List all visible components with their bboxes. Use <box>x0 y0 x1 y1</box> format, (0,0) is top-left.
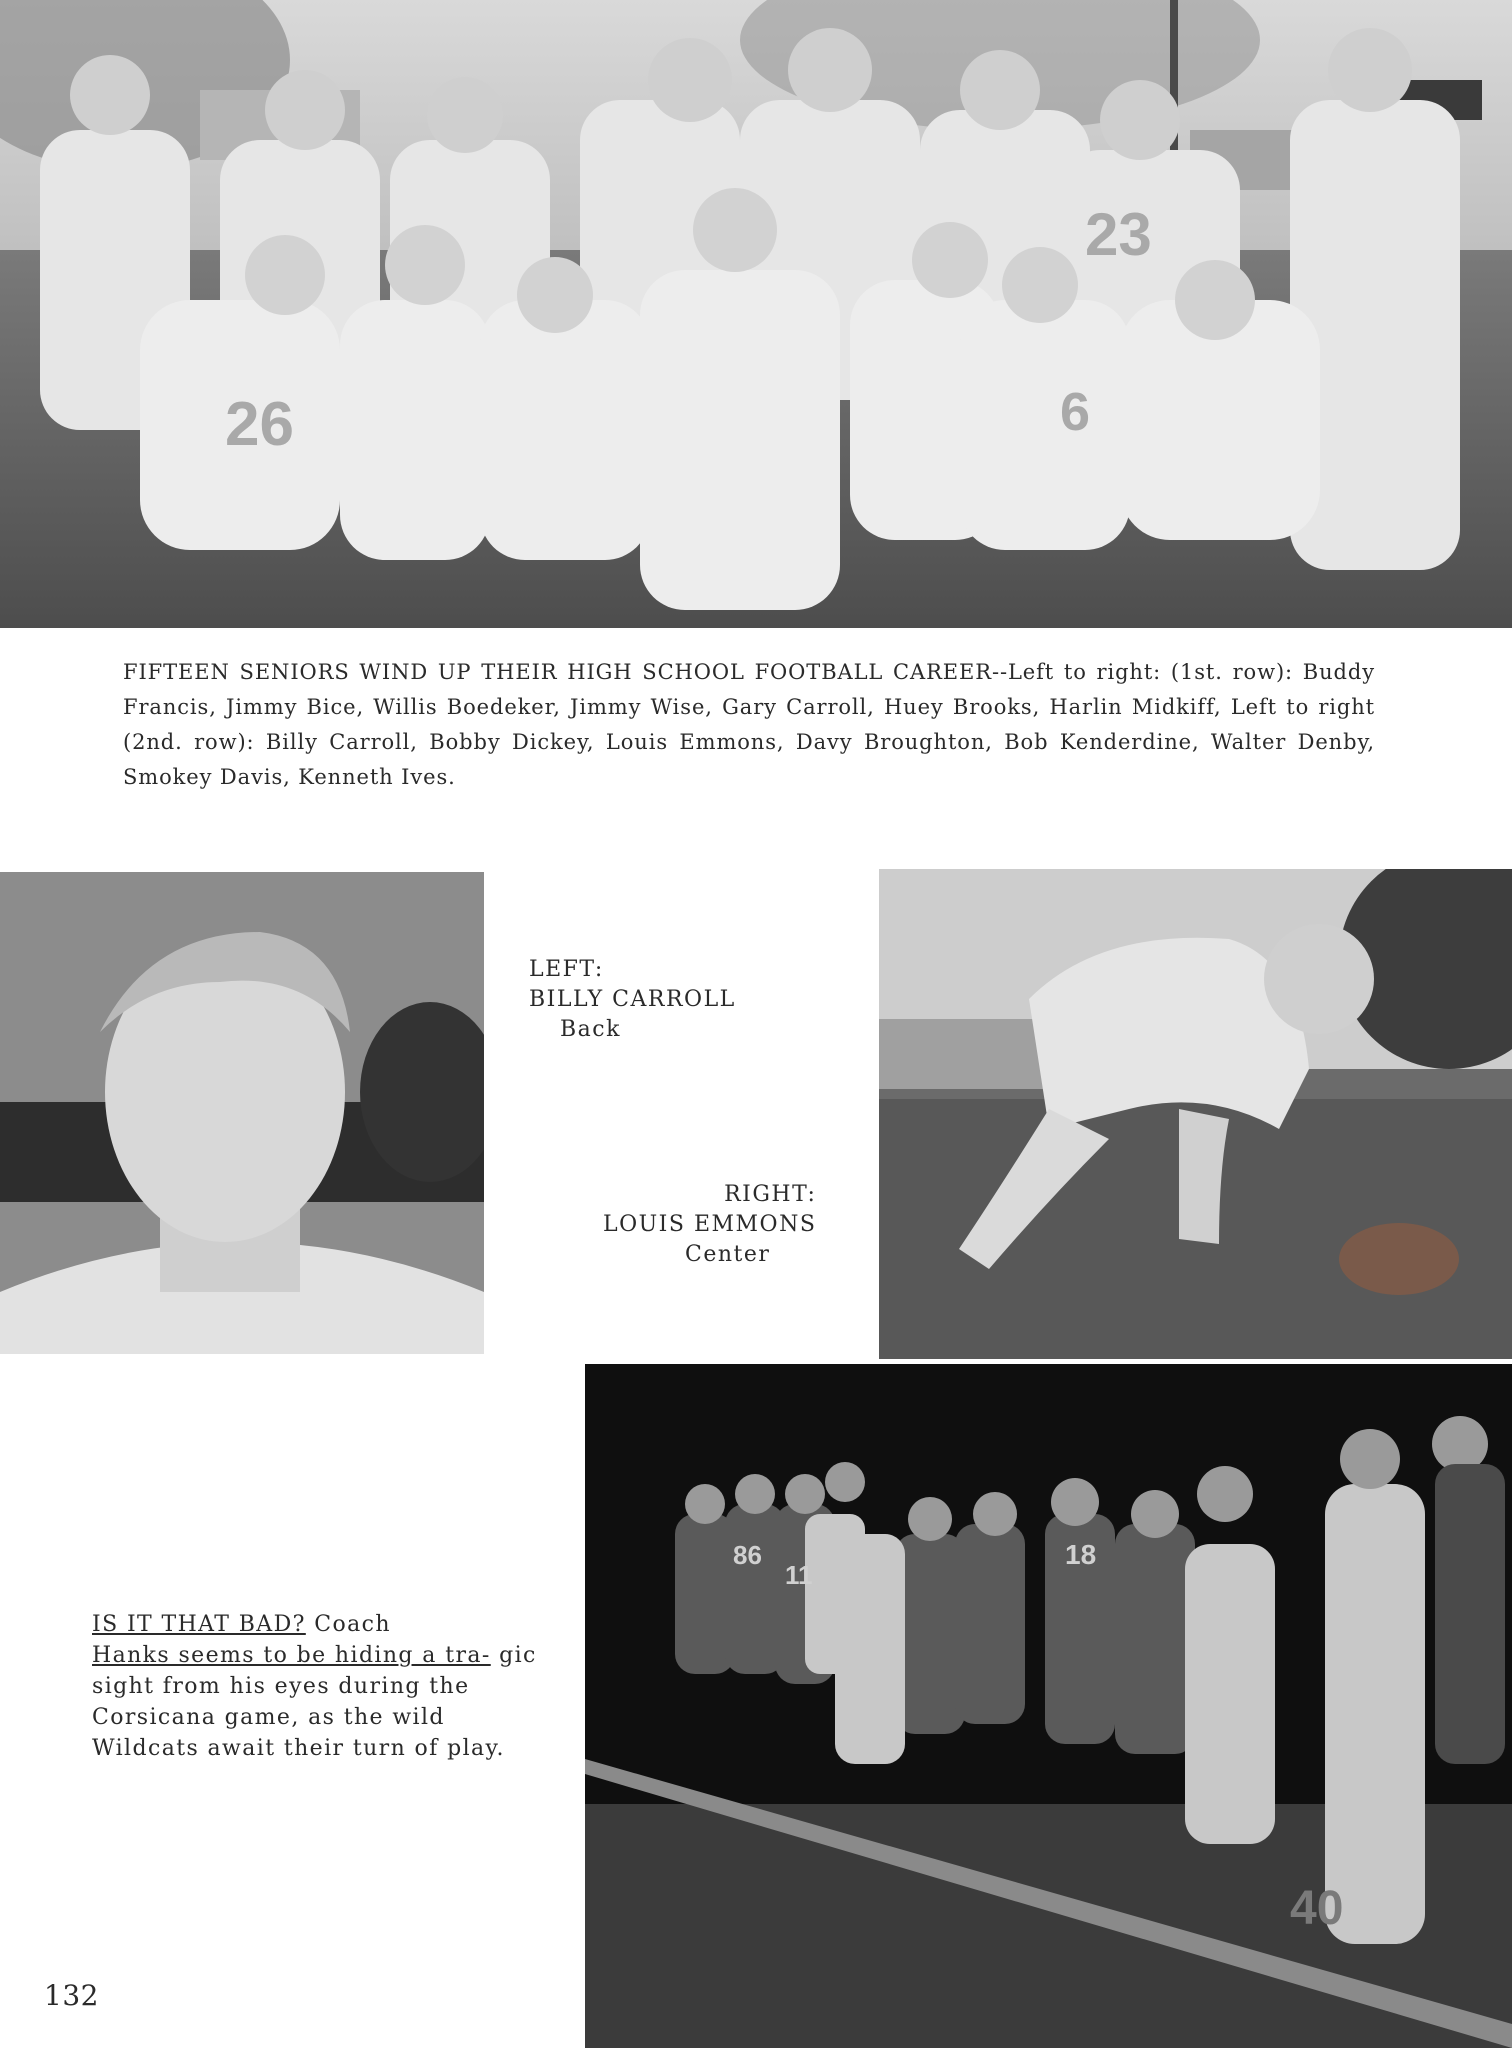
louis-emmons-photo <box>879 869 1512 1359</box>
right-player-position: Center <box>685 1242 771 1267</box>
left-player-position: Back <box>560 1017 621 1042</box>
billy-carroll-photo <box>0 872 484 1354</box>
sideline-number: 40 <box>1290 1882 1344 1935</box>
coach-caption-underlined: Hanks seems to be hiding a tra- <box>92 1643 491 1668</box>
right-player-name: LOUIS EMMONS <box>603 1212 817 1237</box>
sideline-number: 11 <box>785 1560 813 1590</box>
team-caption: FIFTEEN SENIORS WIND UP THEIR HIGH SCHOOL FOOTBALL CAREER--Left to right: (1st. row): Buddy Francis, Jimmy Bice, Willis Boedeker, Jimmy Wise, Gary Carroll, Huey Brooks, Harlin Midkiff, Left to right (2nd. row): Billy Carroll, Bobby Dickey, Louis Emmons, Davy Broughton, Bob Kenderdine, Walter Denby, Smokey Davis, Kenneth Ives. <box>123 660 1375 789</box>
page-number: 132 <box>44 1979 99 2012</box>
coach-caption-lead: IS IT THAT BAD? <box>92 1612 306 1637</box>
coach-caption <box>92 1609 552 1764</box>
jersey-number: 26 <box>225 390 294 459</box>
coach-caption-first-line: Coach <box>305 1612 391 1637</box>
right-caption <box>603 1180 816 1270</box>
jersey-number: 6 <box>1060 382 1091 442</box>
jersey-number: 23 <box>1085 201 1152 268</box>
right-label: RIGHT: <box>724 1182 817 1207</box>
left-player-name: BILLY CARROLL <box>529 987 736 1012</box>
team-photo <box>0 0 1512 628</box>
left-caption <box>529 955 736 1045</box>
sideline-number: 86 <box>733 1540 762 1570</box>
sideline-number: 18 <box>1065 1539 1097 1570</box>
left-label: LEFT: <box>529 957 604 982</box>
sideline-photo <box>585 1364 1512 2048</box>
coach-caption-body: gic sight from his eyes during the Corsicana game, as the wild Wildcats await their turn of play. <box>92 1643 537 1761</box>
